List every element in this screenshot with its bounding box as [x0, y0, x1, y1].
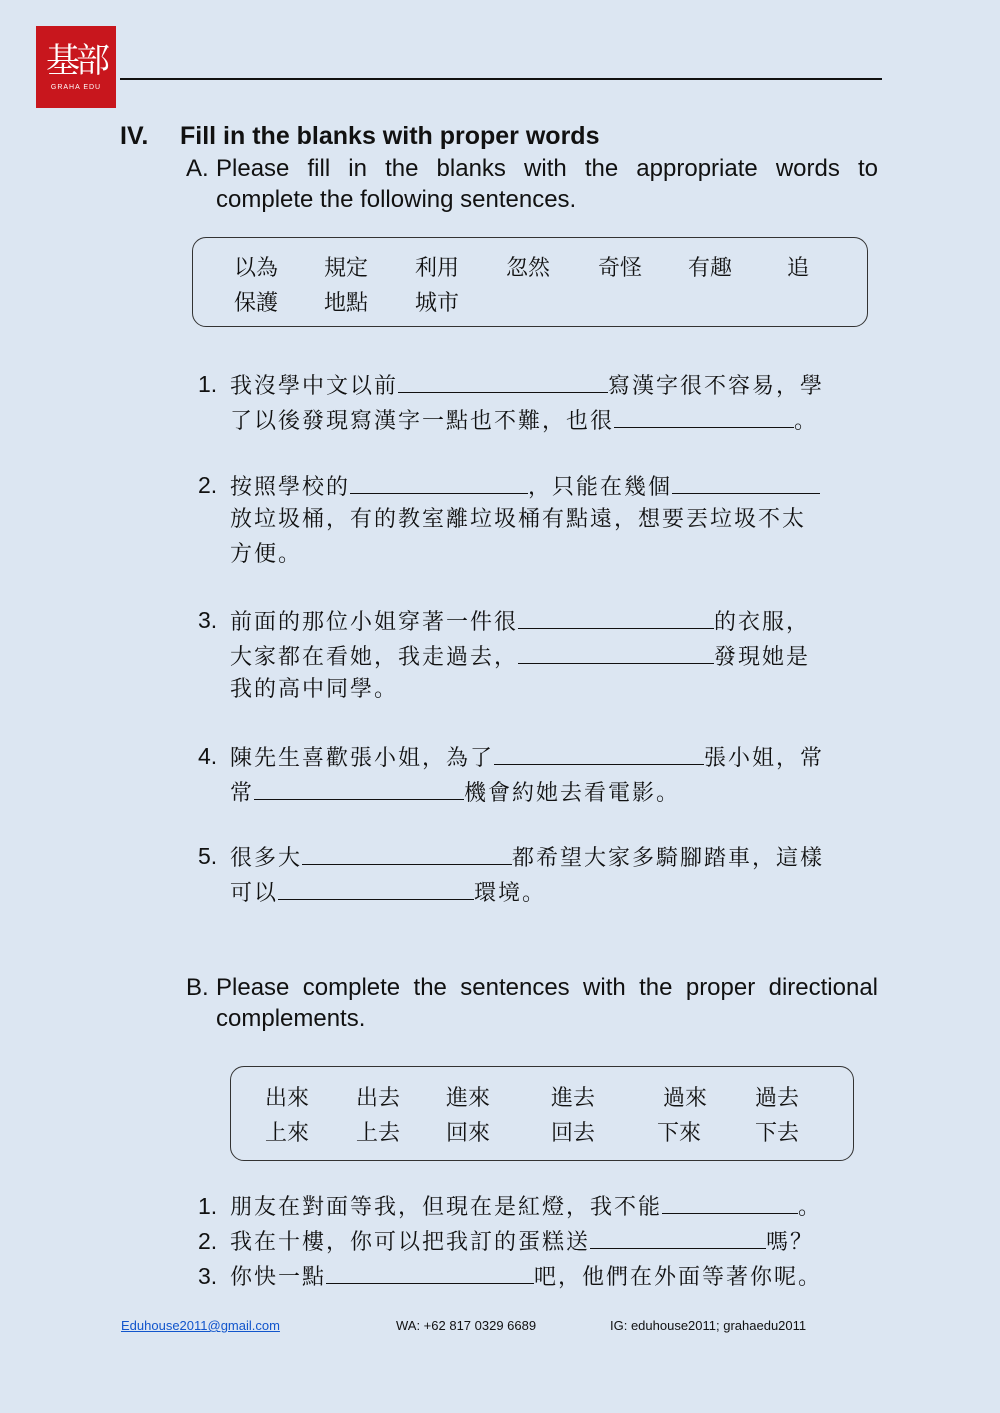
part-b-instruction [186, 972, 878, 1034]
question-text: 前面的那位小姐穿著一件很 [230, 610, 519, 635]
question-line [230, 366, 824, 401]
question-text: 吧，他們在外面等著你呢。 [534, 1265, 823, 1290]
question-text: 寫漢字很不容易，學 [608, 374, 825, 399]
answer-blank[interactable] [254, 773, 464, 800]
logo-text: GRAHA EDU [50, 83, 102, 91]
question-number: 2. [198, 472, 218, 498]
question-line: 我的高中同學。 [230, 677, 399, 702]
question-text: 發現她是 [714, 645, 811, 670]
question-text: 很多大 [230, 846, 303, 871]
question-text: 的衣服， [714, 610, 811, 635]
logo [36, 26, 116, 108]
part-a-instruction [186, 153, 878, 215]
answer-blank[interactable] [518, 637, 714, 664]
question-text: ，只能在幾個 [528, 475, 673, 500]
answer-blank[interactable] [614, 401, 794, 428]
question-number: 5. [198, 843, 218, 869]
question-text: 你快一點 [230, 1265, 327, 1290]
answer-blank[interactable] [398, 366, 608, 393]
question-number: 2. [198, 1228, 218, 1254]
question-text: 按照學校的 [230, 475, 351, 500]
word-bank-a [192, 237, 868, 327]
question-text: 嗎？ [766, 1230, 815, 1255]
question-text: 我沒學中文以前 [230, 374, 399, 399]
question-text: 了以後發現寫漢字一點也不難，也很 [230, 409, 615, 434]
footer-email-link[interactable]: Eduhouse2011@gmail.com [121, 1318, 280, 1333]
word-bank-item: 出來 [265, 1086, 310, 1111]
question-text: 常 [230, 781, 255, 806]
word-bank-item: 出去 [356, 1086, 401, 1111]
part-a-label: A. [186, 155, 209, 182]
answer-blank[interactable] [326, 1257, 534, 1284]
question-line [230, 637, 810, 672]
question-number: 3. [198, 607, 218, 633]
word-bank-item: 利用 [415, 256, 460, 281]
answer-blank[interactable] [518, 602, 714, 629]
word-bank-item: 追 [787, 256, 810, 281]
footer-whatsapp: WA: +62 817 0329 6689 [396, 1318, 537, 1333]
answer-blank[interactable] [302, 838, 512, 865]
question-line [230, 873, 546, 908]
word-bank-item: 下來 [657, 1121, 702, 1146]
word-bank-item: 上去 [356, 1121, 401, 1146]
answer-blank[interactable] [662, 1187, 798, 1214]
word-bank-item: 保護 [234, 291, 279, 316]
footer-instagram: IG: eduhouse2011; grahaedu2011 [610, 1318, 807, 1333]
question-text: 都希望大家多騎腳踏車，這樣 [512, 846, 825, 871]
logo-mark: 基部 [46, 40, 106, 81]
section-title-text: Fill in the blanks with proper words [180, 122, 600, 150]
answer-blank[interactable] [278, 873, 474, 900]
question-text: 可以 [230, 881, 279, 906]
question-text: 機會約她去看電影。 [464, 781, 681, 806]
answer-blank[interactable] [590, 1222, 766, 1249]
word-bank-item: 過去 [755, 1086, 800, 1111]
question-text: 陳先生喜歡張小姐，為了 [230, 746, 495, 771]
question-number: 4. [198, 743, 218, 769]
word-bank-item: 進去 [551, 1086, 596, 1111]
question-line: 放垃圾桶，有的教室離垃圾桶有點遠，想要丟垃圾不太 [230, 507, 807, 532]
word-bank-item: 忽然 [506, 256, 551, 281]
question-line [230, 838, 824, 873]
part-b-label: B. [186, 974, 209, 1001]
question-line: 方便。 [230, 542, 303, 567]
question-text: 朋友在對面等我，但現在是紅燈，我不能 [230, 1195, 663, 1220]
question-line [230, 401, 818, 436]
part-a-instruction-text: Please fill in the blanks with the appropriate words to complete the following sentences. [216, 155, 878, 213]
word-bank-item: 進來 [446, 1086, 491, 1111]
word-bank-item: 回去 [551, 1121, 596, 1146]
word-bank-item: 城市 [415, 291, 460, 316]
section-title [120, 122, 599, 151]
question-text: 。 [794, 409, 819, 434]
word-bank-b [230, 1066, 854, 1161]
word-bank-item: 下去 [755, 1121, 800, 1146]
word-bank-item: 奇怪 [598, 256, 643, 281]
question-b1 [198, 1187, 822, 1222]
question-number: 1. [198, 1193, 218, 1219]
question-line [230, 602, 810, 637]
question-b3 [198, 1257, 822, 1292]
question-text: 張小姐，常 [704, 746, 825, 771]
question-b2 [198, 1222, 814, 1257]
word-bank-item: 以為 [234, 256, 279, 281]
part-b-instruction-text: Please complete the sentences with the proper directional complements. [216, 974, 878, 1032]
question-text: 大家都在看她，我走過去， [230, 645, 519, 670]
question-number: 1. [198, 371, 218, 397]
question-line [230, 467, 820, 502]
answer-blank[interactable] [494, 738, 704, 765]
word-bank-item: 規定 [324, 256, 369, 281]
header-rule [120, 78, 882, 80]
question-text: 我在十樓，你可以把我訂的蛋糕送 [230, 1230, 591, 1255]
question-line [230, 738, 824, 773]
answer-blank[interactable] [350, 467, 528, 494]
answer-blank[interactable] [672, 467, 820, 494]
word-bank-item: 回來 [446, 1121, 491, 1146]
word-bank-item: 過來 [663, 1086, 708, 1111]
word-bank-item: 地點 [324, 291, 369, 316]
question-line [230, 773, 680, 808]
section-number: IV. [120, 122, 149, 150]
word-bank-item: 有趣 [688, 256, 733, 281]
question-number: 3. [198, 1263, 218, 1289]
question-text: 。 [798, 1195, 823, 1220]
word-bank-item: 上來 [265, 1121, 310, 1146]
question-text: 環境。 [474, 881, 547, 906]
